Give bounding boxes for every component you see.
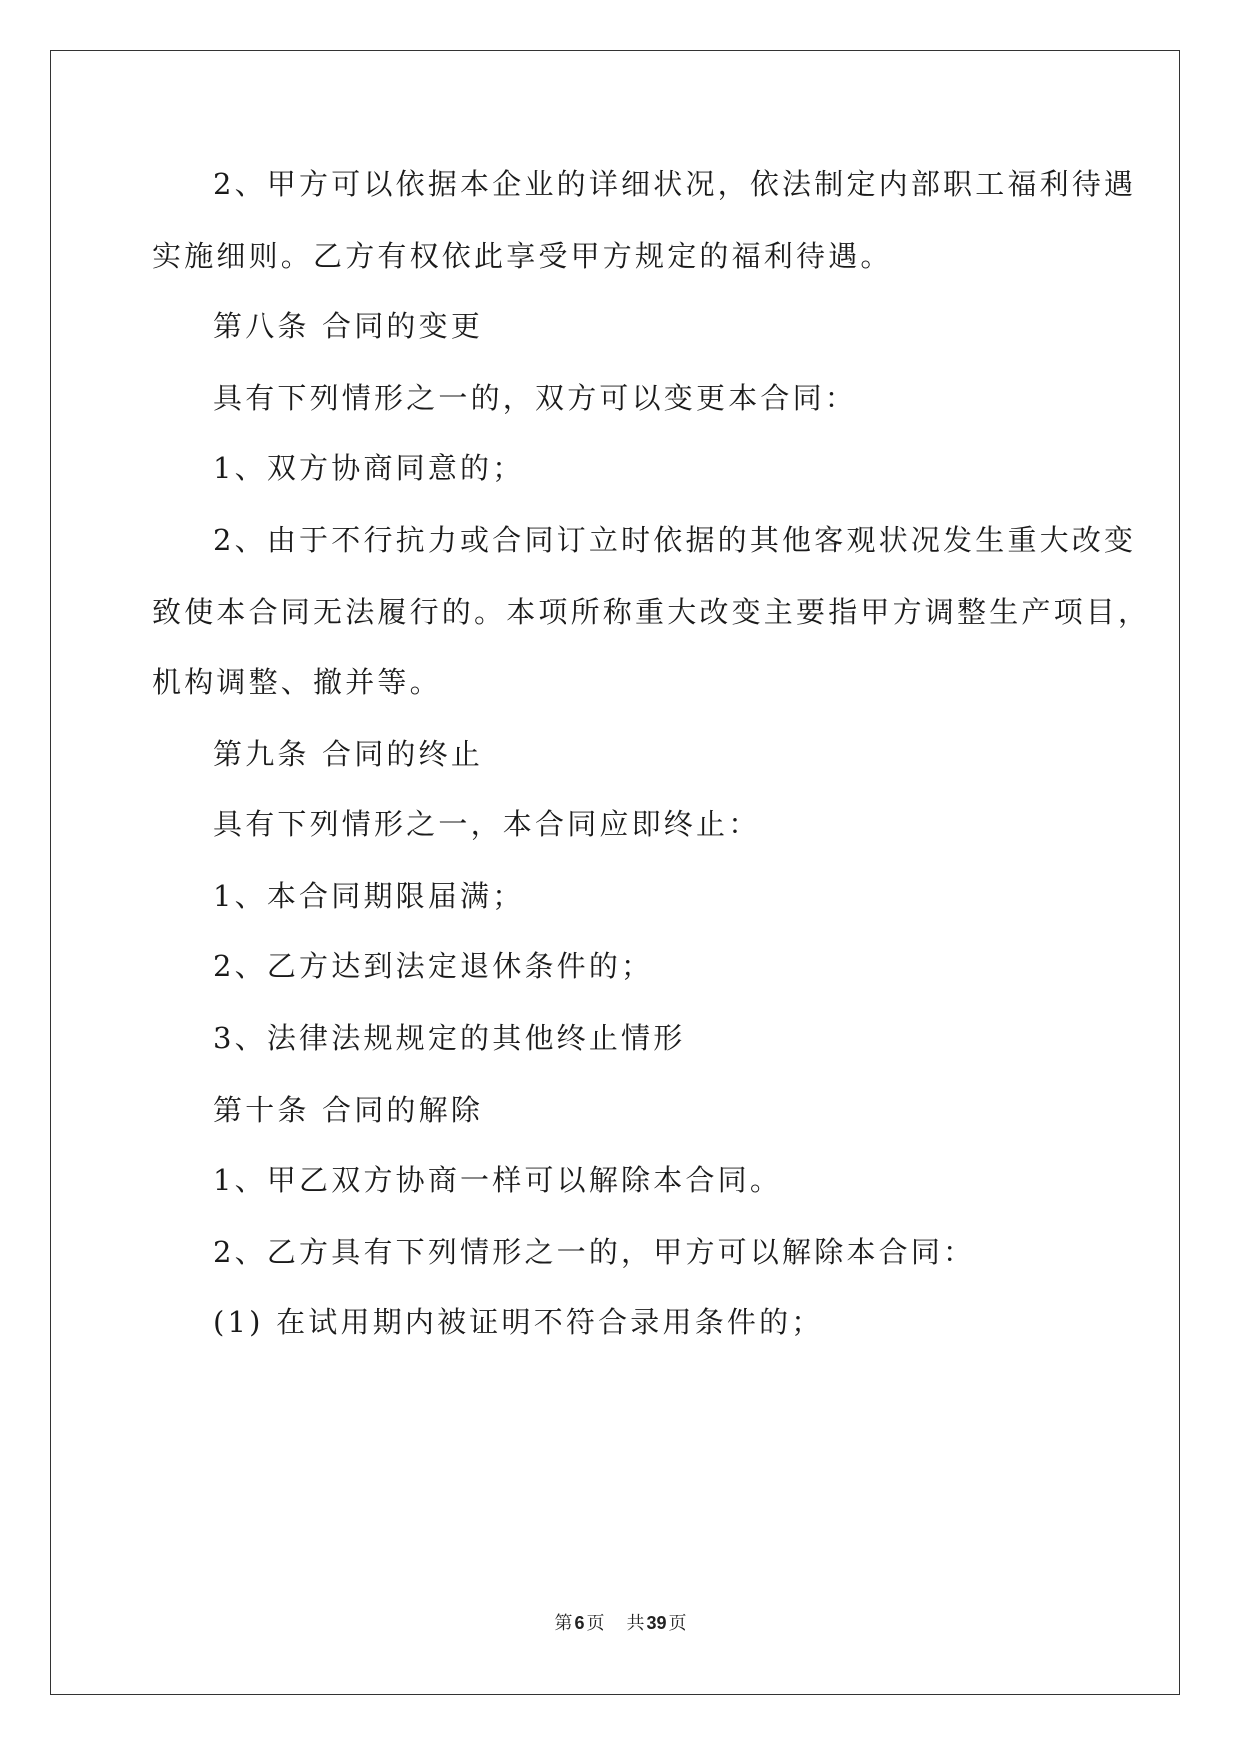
paragraph-line: 1、双方协商同意的；: [213, 451, 525, 485]
total-prefix: 共: [626, 1613, 645, 1634]
paragraph-line: 3、法律法规规定的其他终止情形: [213, 1021, 686, 1055]
total-pages: 39: [646, 1613, 667, 1633]
paragraph-line: 2、甲方可以依据本企业的详细状况，依法制定内部职工福利待遇: [213, 167, 1137, 201]
page-number: 6: [574, 1613, 585, 1633]
paragraph-line: 2、由于不行抗力或合同订立时依据的其他客观状况发生重大改变: [213, 523, 1137, 557]
total-suffix: 页: [668, 1613, 687, 1634]
paragraph-line: (1) 在试用期内被证明不符合录用条件的；: [213, 1305, 824, 1339]
paragraph-line: 1、甲乙双方协商一样可以解除本合同。: [213, 1163, 783, 1197]
page-suffix: 页: [586, 1613, 605, 1634]
paragraph-line: 实施细则。乙方有权依此享受甲方规定的福利待遇。: [152, 239, 893, 273]
paragraph-line: 具有下列情形之一的，双方可以变更本合同：: [213, 381, 858, 415]
section-heading: 第八条 合同的变更: [213, 309, 484, 343]
paragraph-line: 机构调整、撤并等。: [152, 665, 442, 699]
page-border: [50, 50, 1180, 1695]
paragraph-line: 2、乙方具有下列情形之一的，甲方可以解除本合同：: [213, 1235, 976, 1269]
paragraph-line: 2、乙方达到法定退休条件的；: [213, 949, 654, 983]
paragraph-line: 具有下列情形之一，本合同应即终止：: [213, 807, 761, 841]
paragraph-line: 1、本合同期限届满；: [213, 879, 525, 913]
page-footer: [0, 1611, 1241, 1636]
paragraph-line: 致使本合同无法履行的。本项所称重大改变主要指甲方调整生产项目，: [152, 595, 1151, 629]
section-heading: 第十条 合同的解除: [213, 1093, 484, 1127]
page-prefix: 第: [554, 1613, 573, 1634]
section-heading: 第九条 合同的终止: [213, 737, 484, 771]
